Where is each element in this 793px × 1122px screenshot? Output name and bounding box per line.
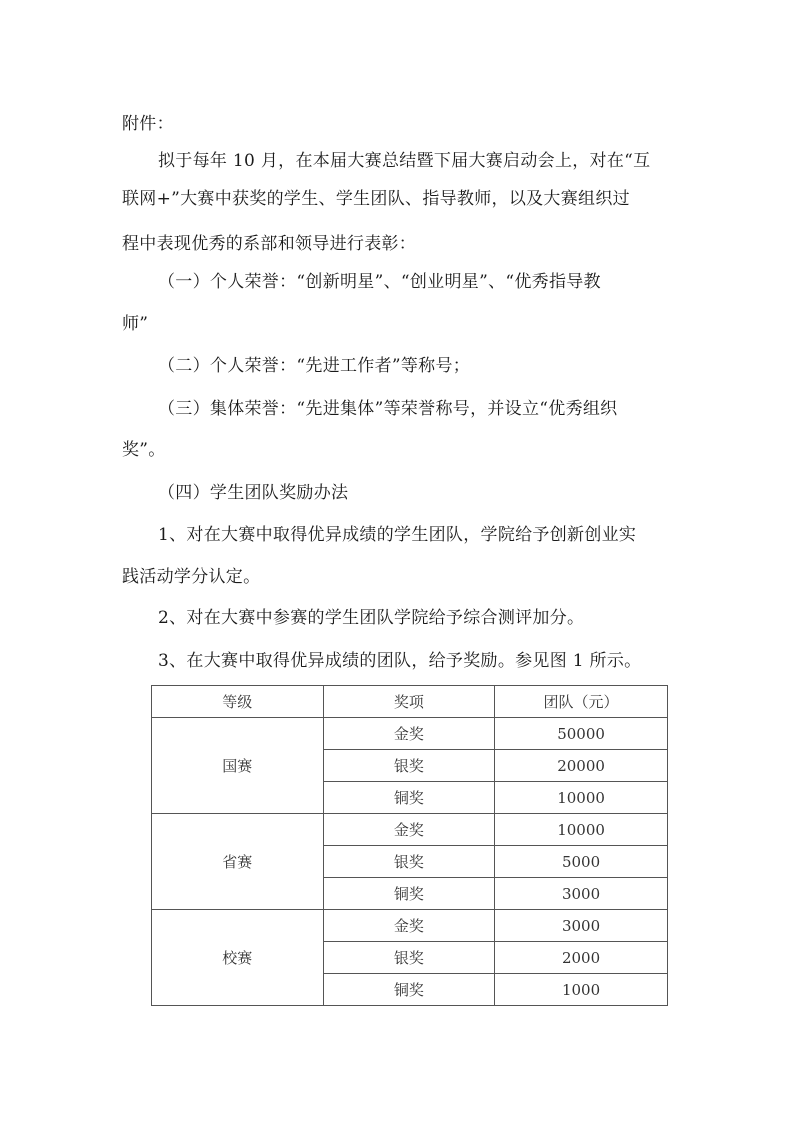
header-level: 等级 [152, 686, 324, 718]
table-row [152, 718, 668, 750]
paragraph-line: （一）个人荣誉：“创新明星”、“创业明星”、“优秀指导教 [158, 272, 601, 292]
paragraph-line: 践活动学分认定。 [122, 567, 261, 587]
paragraph-line: 奖”。 [122, 440, 166, 460]
amount-cell: 10000 [495, 814, 668, 846]
paragraph-line: 联网+”大赛中获奖的学生、学生团队、指导教师，以及大赛组织过 [122, 189, 630, 209]
amount-cell: 50000 [495, 718, 668, 750]
paragraph-line: （二）个人荣誉：“先进工作者”等称号； [158, 356, 471, 376]
amount-cell: 2000 [495, 942, 668, 974]
table-row [152, 910, 668, 942]
award-cell: 银奖 [323, 750, 495, 782]
award-cell: 银奖 [323, 846, 495, 878]
paragraph-line: 2、对在大赛中参赛的学生团队学院给予综合测评加分。 [158, 608, 585, 628]
level-cell: 省赛 [152, 814, 324, 910]
table-header-row [152, 686, 668, 718]
award-cell: 铜奖 [323, 782, 495, 814]
amount-cell: 3000 [495, 878, 668, 910]
award-cell: 铜奖 [323, 878, 495, 910]
amount-cell: 5000 [495, 846, 668, 878]
award-table [151, 685, 668, 1006]
amount-cell: 3000 [495, 910, 668, 942]
paragraph-line: 3、在大赛中取得优异成绩的团队，给予奖励。参见图 1 所示。 [158, 651, 642, 671]
award-cell: 金奖 [323, 718, 495, 750]
paragraph-line: 拟于每年 10 月，在本届大赛总结暨下届大赛启动会上，对在“互 [158, 151, 651, 171]
paragraph-line: 师” [122, 314, 149, 334]
award-cell: 金奖 [323, 910, 495, 942]
attachment-label: 附件： [122, 114, 174, 134]
paragraph-line: 1、对在大赛中取得优异成绩的学生团队，学院给予创新创业实 [158, 525, 637, 545]
paragraph-line: （三）集体荣誉：“先进集体”等荣誉称号，并设立“优秀组织 [158, 399, 618, 419]
paragraph-line: 程中表现优秀的系部和领导进行表彰： [122, 234, 417, 254]
header-team-amount: 团队（元） [495, 686, 668, 718]
table-row [152, 814, 668, 846]
amount-cell: 1000 [495, 974, 668, 1006]
level-cell: 国赛 [152, 718, 324, 814]
award-cell: 铜奖 [323, 974, 495, 1006]
level-cell: 校赛 [152, 910, 324, 1006]
header-award: 奖项 [323, 686, 495, 718]
paragraph-line: （四）学生团队奖励办法 [158, 483, 349, 503]
amount-cell: 10000 [495, 782, 668, 814]
award-cell: 金奖 [323, 814, 495, 846]
amount-cell: 20000 [495, 750, 668, 782]
award-cell: 银奖 [323, 942, 495, 974]
